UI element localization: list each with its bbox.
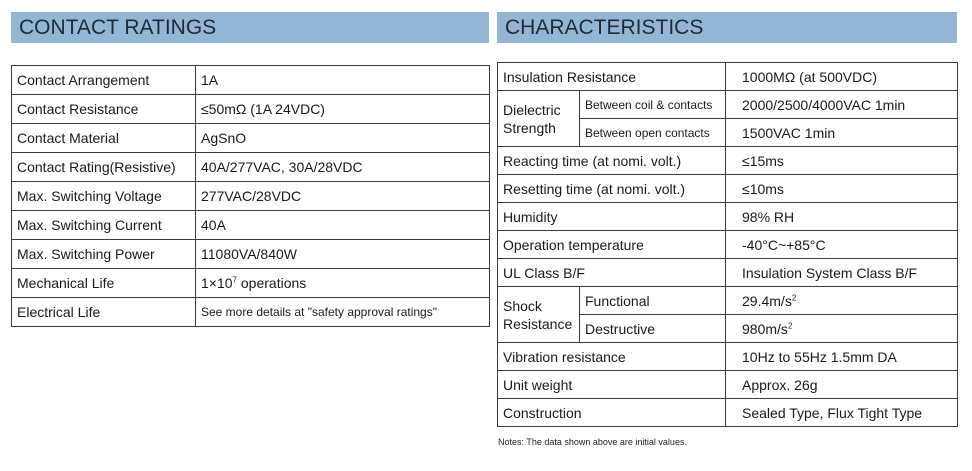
row-value: Approx. 26g (726, 371, 958, 399)
row-value: ≤10ms (726, 175, 958, 203)
row-value: 11080VA/840W (196, 240, 490, 269)
row-value: 1000MΩ (at 500VDC) (726, 63, 958, 91)
row-label: Contact Resistance (12, 95, 196, 124)
table-row (498, 231, 958, 259)
table-row (498, 371, 958, 399)
row-value (726, 315, 958, 343)
table-row (12, 211, 490, 240)
row-value (726, 287, 958, 315)
row-label: Electrical Life (12, 298, 196, 327)
table-row (12, 240, 490, 269)
characteristics-table (497, 62, 958, 427)
row-value: 1500VAC 1min (726, 119, 958, 147)
row-value: 1A (196, 66, 490, 95)
table-row (498, 287, 958, 315)
row-label: Reacting time (at nomi. volt.) (498, 147, 726, 175)
row-label: Resetting time (at nomi. volt.) (498, 175, 726, 203)
table-row (498, 203, 958, 231)
sub-label: Functional (580, 287, 726, 315)
row-value (196, 269, 490, 298)
table-row (12, 95, 490, 124)
row-label: Unit weight (498, 371, 726, 399)
table-row (12, 182, 490, 211)
row-value: ≤15ms (726, 147, 958, 175)
row-label: Mechanical Life (12, 269, 196, 298)
row-label: Max. Switching Voltage (12, 182, 196, 211)
row-label: Max. Switching Power (12, 240, 196, 269)
row-value: 2000/2500/4000VAC 1min (726, 91, 958, 119)
row-value: AgSnO (196, 124, 490, 153)
row-value: 277VAC/28VDC (196, 182, 490, 211)
row-value: 98% RH (726, 203, 958, 231)
row-value: -40°C~+85°C (726, 231, 958, 259)
table-row (12, 153, 490, 182)
value-main: 29.4m/s (742, 292, 792, 309)
row-label: Construction (498, 399, 726, 427)
value-exponent: 2 (791, 292, 797, 302)
row-label: Vibration resistance (498, 343, 726, 371)
row-label: Contact Material (12, 124, 196, 153)
row-value: 10Hz to 55Hz 1.5mm DA (726, 343, 958, 371)
table-row (498, 343, 958, 371)
table-row (12, 269, 490, 298)
sub-label: Between open contacts (580, 119, 726, 147)
table-row (498, 147, 958, 175)
sub-label: Destructive (580, 315, 726, 343)
row-value: Insulation System Class B/F (726, 259, 958, 287)
table-row (12, 124, 490, 153)
contact-ratings-header (11, 12, 489, 43)
table-row (498, 259, 958, 287)
table-row (12, 66, 490, 95)
row-value: 40A/277VAC, 30A/28VDC (196, 153, 490, 182)
row-label: Dielectric Strength (498, 91, 580, 147)
row-value: ≤50mΩ (1A 24VDC) (196, 95, 490, 124)
row-label: Shock Resistance (498, 287, 580, 343)
table-row (498, 175, 958, 203)
row-value: Sealed Type, Flux Tight Type (726, 399, 958, 427)
table-row (498, 91, 958, 119)
table-row (12, 298, 490, 327)
characteristics-header (497, 12, 957, 43)
notes-text: Notes: The data shown above are initial values. (498, 437, 687, 447)
row-label: Contact Arrangement (12, 66, 196, 95)
row-label: Humidity (498, 203, 726, 231)
contact-ratings-table (11, 65, 490, 327)
row-value: 40A (196, 211, 490, 240)
value-rest: operations (237, 275, 307, 291)
row-label: UL Class B/F (498, 259, 726, 287)
row-label: Insulation Resistance (498, 63, 726, 91)
row-label: Operation temperature (498, 231, 726, 259)
row-value: See more details at "safety approval ratings" (196, 298, 490, 327)
value-exponent: 2 (787, 320, 793, 330)
sub-label: Between coil & contacts (580, 91, 726, 119)
row-label: Contact Rating(Resistive) (12, 153, 196, 182)
value-exponent: 7 (232, 275, 237, 285)
characteristics-title: CHARACTERISTICS (505, 16, 704, 39)
contact-ratings-title: CONTACT RATINGS (19, 16, 217, 39)
table-row (498, 63, 958, 91)
table-row (498, 399, 958, 427)
row-label: Max. Switching Current (12, 211, 196, 240)
value-main: 980m/s (742, 320, 788, 337)
value-main: 1×10 (201, 275, 233, 291)
